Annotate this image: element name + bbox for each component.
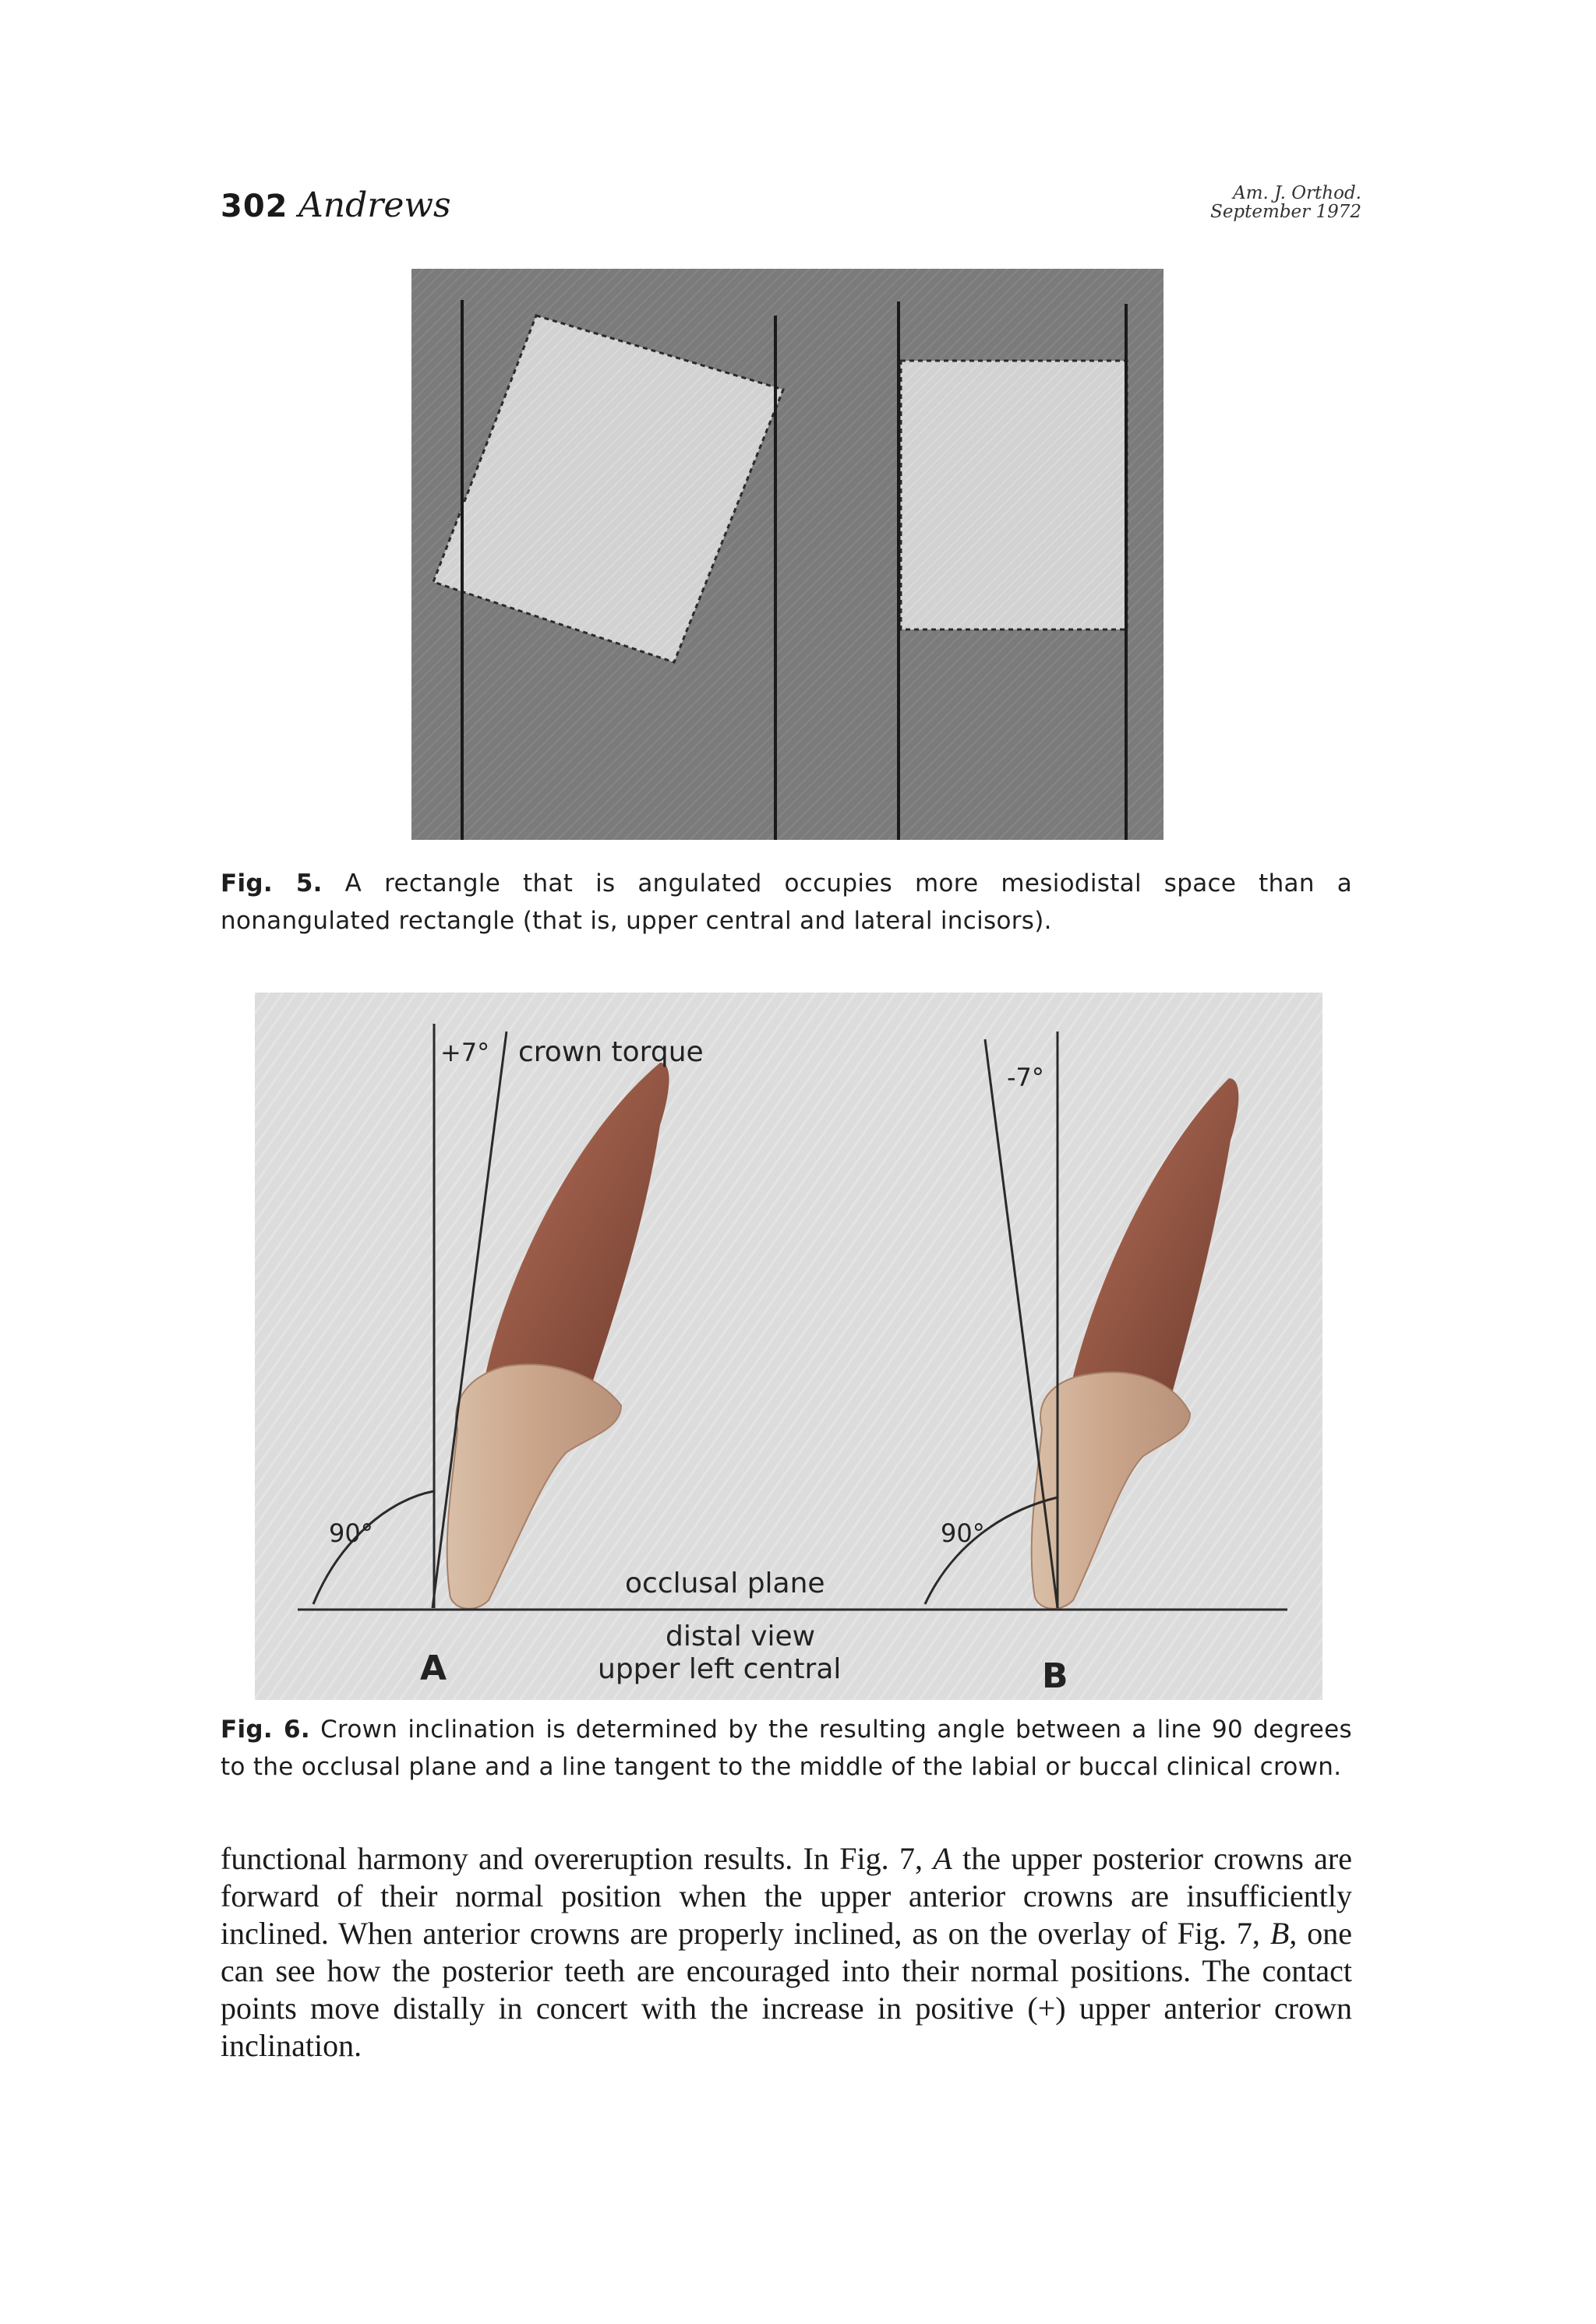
a-right-angle-label: 90° xyxy=(329,1518,373,1548)
running-head-author: Andrews xyxy=(298,185,451,225)
body-paragraph xyxy=(221,1840,1352,2065)
journal-name: Am. J. Orthod. xyxy=(1233,183,1361,203)
body-text-fig-a: A xyxy=(933,1841,952,1876)
figure-6-caption-text: Crown inclination is determined by the resulting angle between a line 90 degrees to the occlusal plane and a line tangent to the middle of the labial or buccal clinical crown. xyxy=(221,1716,1352,1781)
panel-a-label: A xyxy=(420,1649,447,1688)
b-minus-angle-label: -7° xyxy=(1007,1063,1044,1092)
journal-date: September 1972 xyxy=(1210,202,1361,222)
figure-5-image xyxy=(411,269,1163,840)
figure-5-caption-text: A rectangle that is angulated occupies more mesiodistal space than a nonangulated rectangle (that is, upper central and lateral incisors). xyxy=(221,869,1352,935)
upper-left-central-label: upper left central xyxy=(598,1653,842,1685)
a-plus-angle-label: +7° xyxy=(440,1038,490,1067)
page-number: 302 xyxy=(221,189,288,224)
b-right-angle-label: 90° xyxy=(941,1518,985,1548)
body-text-1: functional harmony and overeruption results. In Fig. 7, xyxy=(221,1841,934,1876)
figure-5-label: Fig. 5. xyxy=(221,869,323,898)
crown-torque-label: crown torque xyxy=(518,1036,704,1068)
figure-6-caption xyxy=(221,1711,1352,1786)
body-text-3: one can see how the posterior teeth are encouraged into their normal positions. The contact points move distally in concert with the increase in positive (+) upper anterior crown inclination. xyxy=(221,1916,1352,2063)
distal-view-label: distal view xyxy=(666,1620,816,1652)
figure-6-image xyxy=(255,993,1322,1700)
figure-5-caption xyxy=(221,865,1352,940)
body-text-fig-b: B, xyxy=(1269,1916,1298,1951)
panel-b-label: B xyxy=(1042,1656,1068,1696)
figure-6-label: Fig. 6. xyxy=(221,1716,310,1744)
nonangulated-rectangle xyxy=(901,361,1127,629)
journal-citation xyxy=(1210,184,1361,221)
body-text-2: the upper posterior crowns are forward of their normal position when the upper anterior crowns are insufficiently inclined. When anterior crowns are properly inclined, as on the overlay of Fig. 7, xyxy=(221,1841,1352,1951)
occlusal-plane-label: occlusal plane xyxy=(625,1568,825,1599)
